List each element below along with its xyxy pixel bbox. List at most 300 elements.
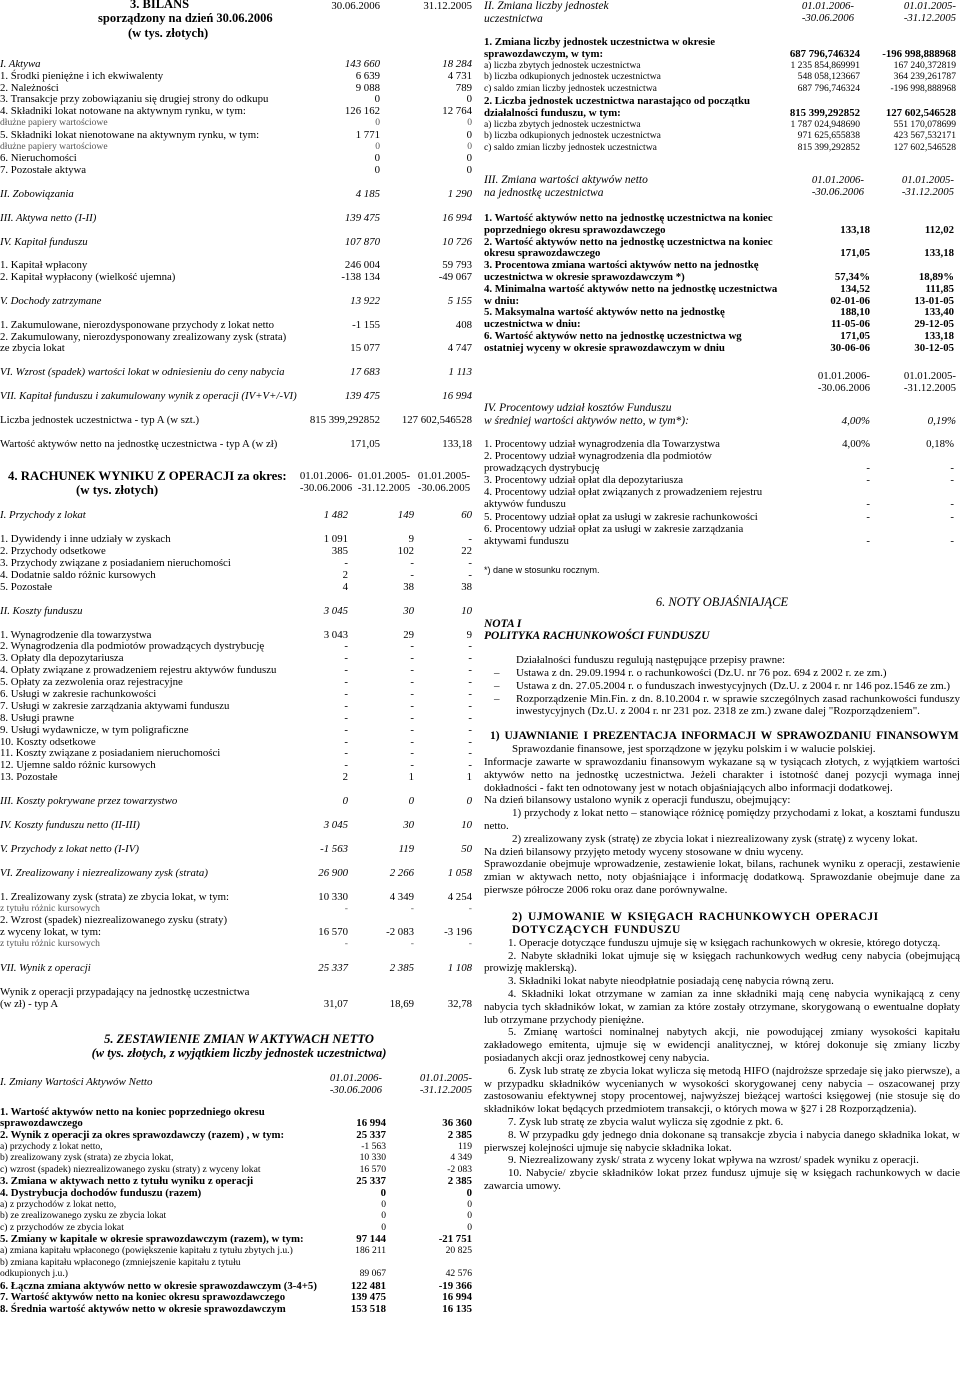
zestawienie-row-label: 4. Dystrybucja dochodów funduszu (razem) — [0, 1186, 202, 1199]
rachunek-row — [0, 819, 478, 831]
wartosc-row — [484, 342, 960, 354]
koszty-row-label: aktywów funduszu — [484, 498, 566, 511]
rachunek-row-v1: - — [344, 902, 348, 914]
bilans-col2-header: 31.12.2005 — [423, 0, 472, 12]
zestawienie-row-label: b) ze zrealizowanego zysku ze zbycia lokat — [0, 1210, 167, 1222]
bilans-row-v2: 0 — [466, 93, 472, 106]
jednostki-row — [484, 60, 960, 72]
rachunek-row — [0, 712, 478, 724]
rachunek-row-label: III. Koszty pokrywane przez towarzystwo — [0, 795, 178, 808]
koszty-row-v1: - — [866, 535, 870, 548]
rachunek-header — [0, 469, 478, 503]
rachunek-spacer — [0, 521, 478, 533]
wartosc-section-label — [484, 174, 648, 200]
jednostki-col1-a: 01.01.2006- — [801, 0, 854, 12]
rachunek-row-label: 11. Koszty związane z posiadaniem nieruchomości — [0, 747, 221, 760]
jednostki-row-v2: 423 567,532171 — [893, 130, 956, 142]
jednostki-row — [484, 95, 960, 107]
bilans-row-label: I. Aktywa — [0, 58, 41, 70]
wartosc-row — [484, 236, 960, 248]
koszty-table — [484, 438, 960, 548]
rachunek-row-v3: 1 058 — [447, 866, 472, 879]
wartosc-row — [484, 259, 960, 271]
rachunek-col2-b: -31.12.2005 — [357, 481, 411, 494]
bilans-row-v2: 1 290 — [447, 187, 472, 200]
wartosc-row-label: poprzedniego okresu sprawozdawczego — [484, 223, 666, 236]
bilans-subtitle: sporządzony na dzień 30.06.2006 — [98, 11, 273, 25]
wartosc-row-v1: 133,18 — [840, 223, 870, 236]
wartosc-row — [484, 306, 960, 318]
jednostki-row-v2: 127 602,546528 — [893, 142, 956, 154]
bilans-row-v1: 15 077 — [350, 342, 380, 355]
bilans-row-label: 1. Zakumulowane, nierozdysponowane przychody z lokat netto — [0, 318, 275, 331]
jednostki-row-v2: 364 239,261787 — [893, 71, 956, 83]
bilans-spacer — [0, 378, 478, 390]
rachunek-row — [0, 533, 478, 545]
zestawienie-row — [0, 1280, 478, 1292]
bilans-row-v1: 0 — [375, 116, 380, 128]
jednostki-row — [484, 83, 960, 95]
wartosc-row-v1: 30-06-06 — [830, 341, 870, 354]
bilans-row-label: VI. Wzrost (spadek) wartości lokat w odniesieniu do ceny nabycia — [0, 366, 285, 379]
bilans-row-v2: 59 793 — [442, 259, 472, 272]
jednostki-row-v2: -196 998,888968 — [890, 83, 956, 95]
rachunek-row — [0, 962, 478, 974]
wartosc-row-v1: 57,34% — [834, 270, 870, 283]
rachunek-row-v3: - — [468, 568, 472, 581]
rachunek-unit: (w tys. złotych) — [76, 483, 159, 498]
rachunek-row — [0, 676, 478, 688]
zestawienie-row-label: 5. Zmiany w kapitale w okresie sprawozdawczym (razem), w tym: — [0, 1233, 304, 1246]
jednostki-row-v1: 687 796,746324 — [789, 47, 860, 60]
rachunek-row — [0, 557, 478, 569]
wartosc-label-1: III. Zmiana wartości aktywów netto — [484, 173, 648, 186]
rachunek-row-v2: - — [410, 938, 414, 950]
wartosc-row-label: uczestnictwa w dniu: — [484, 318, 581, 331]
zestawienie-row-label: b) zrealizowany zysk (strata) ze zbycia lokat, — [0, 1152, 174, 1164]
zestawienie-row-v1: 10 330 — [359, 1152, 386, 1164]
rachunek-col2-header — [352, 471, 416, 494]
noty-intro: Działalności funduszu regulują następujące przepisy prawne: — [516, 654, 786, 667]
koszty-row-v2: - — [950, 461, 954, 474]
noty-paragraph: 8. W przypadku gdy jednego dnia dokonane są transakcje zbycia i nabycia danego składnika lokat, w pierwszej kolejności ujmuje się nabycie składnika lokat. — [484, 1128, 960, 1154]
rachunek-row-label: 1. Dywidendy i inne udziały w zyskach — [0, 533, 171, 546]
rachunek-row-v1: 385 — [331, 545, 348, 558]
noty-paragraph: Sprawozdanie finansowe, jest sporządzone w języku polskim i w walucie polskiej. — [512, 743, 876, 756]
zestawienie-row — [0, 1303, 478, 1315]
bilans-spacer — [0, 247, 478, 259]
rachunek-row-v2: - — [410, 723, 414, 736]
bilans-col1-header: 30.06.2006 — [331, 0, 380, 12]
rachunek-row-label: IV. Koszty funduszu netto (II-III) — [0, 819, 140, 832]
rachunek-row-label: 2. Wynagrodzenia dla podmiotów prowadzących dystrybucję — [0, 640, 265, 653]
zestawienie-row-label: 6. Łączna zmiana aktywów netto w okresie sprawozdawczym (3-4+5) — [0, 1279, 317, 1292]
rachunek-row-v2: 0 — [408, 795, 414, 808]
koszty-total-v2: 0,19% — [927, 414, 956, 427]
zestawienie-row-v2: -21 751 — [438, 1233, 472, 1246]
noty-title: 6. NOTY OBJAŚNIAJĄCE — [655, 595, 789, 610]
koszty-row-v1: - — [866, 510, 870, 523]
rachunek-row — [0, 938, 478, 950]
noty-h2: 2) UJMOWANIE W KSIĘGACH RACHUNKOWYCH OPERACJI DOTYCZĄCYCH FUNDUSZU — [512, 910, 879, 936]
rachunek-row-label: z wyceny lokat, w tym: — [0, 926, 102, 939]
rachunek-row-v3: - — [468, 699, 472, 712]
rachunek-row-v2: 4 349 — [389, 890, 414, 903]
bilans-row-v2: 16 994 — [442, 211, 472, 224]
bilans-row — [0, 236, 478, 248]
rachunek-row-label: II. Koszty funduszu — [0, 604, 83, 617]
rachunek-row — [0, 724, 478, 736]
bilans-row-label: dłużne papiery wartościowe — [0, 140, 108, 152]
wartosc-header — [484, 174, 960, 202]
bilans-row-label: 1. Kapitał wpłacony — [0, 259, 88, 272]
jednostki-row-label: sprawozdawczym, w tym: — [484, 47, 604, 60]
wartosc-row-label: okresu sprawozdawczego — [484, 247, 601, 260]
zestawienie-row — [0, 1268, 478, 1280]
wartosc-row-label: 1. Wartość aktywów netto na jednostkę uczestnictwa na koniec — [484, 211, 773, 224]
zestawienie-col1-b: -30.06.2006 — [329, 1083, 382, 1096]
bilans-row-v2: 1 113 — [448, 366, 472, 379]
jednostki-row-label: a) liczba zbytych jednostek uczestnictwa — [484, 59, 641, 71]
rachunek-row-v2: - — [410, 652, 414, 665]
bilans-row-v2: 5 155 — [447, 294, 472, 307]
wartosc-col1-b: -30.06.2006 — [811, 185, 864, 198]
rachunek-col1-a: 01.01.2006- — [299, 470, 353, 483]
jednostki-table — [484, 36, 960, 154]
zestawienie-row-v1: 89 067 — [359, 1268, 386, 1280]
koszty-footnote: *) dane w stosunku rocznym. — [484, 565, 600, 576]
jednostki-col2-b: -31.12.2005 — [903, 12, 956, 24]
rachunek-row-v3: - — [468, 664, 472, 677]
rachunek-row-v3: - — [468, 759, 472, 772]
zestawienie-row-v1: 16 994 — [356, 1117, 386, 1130]
bilans-row-v2: 0 — [466, 128, 472, 141]
rachunek-row-v2: 2 385 — [389, 962, 414, 975]
rachunek-row-v1: 16 570 — [318, 926, 348, 939]
bilans-row-label: IV. Kapitał funduszu — [0, 235, 88, 248]
bilans-row-label: II. Zobowiązania — [0, 187, 74, 200]
noty-paragraph: 1) przychody z lokat netto – stanowiące różnicę pomiędzy przychodami z lokat, a kosztami funduszu netto. — [484, 807, 960, 832]
koszty-col2-b: -31.12.2005 — [903, 381, 956, 394]
bilans-row — [0, 414, 478, 426]
bilans-row-v2: 0 — [466, 164, 472, 177]
bilans-row — [0, 259, 478, 271]
noty-paragraph: Sprawozdanie obejmuje wprowadzenie, zestawienie lokat, bilans, rachunek wyniku z operacji, zestawienie zmian w aktywach netto, noty objaśniające i informację dodatkową. Sprawozdanie obejmuje dane za pierwsze półrocze 2006 roku oraz dane porównywalne. — [484, 858, 960, 896]
rachunek-row-v2: 2 266 — [389, 866, 414, 879]
koszty-row-v2: - — [950, 474, 954, 487]
bilans-row — [0, 319, 478, 331]
zestawienie-row-label: 2. Wynik z operacji za okres sprawozdawczy (razem) , w tym: — [0, 1129, 285, 1142]
jednostki-row-label: b) liczba odkupionych jednostek uczestnictwa — [484, 71, 661, 83]
rachunek-row-v2: - — [410, 735, 414, 748]
bilans-row-label: 3. Transakcje przy zobowiązaniu się drugiej strony do odkupu — [0, 93, 269, 106]
rachunek-row-v1: - — [344, 676, 348, 689]
zestawienie-row-v1: 25 337 — [356, 1175, 386, 1188]
koszty-row-label: 3. Procentowy udział opłat dla depozytariusza — [484, 474, 684, 487]
rachunek-row-v1: 2 — [342, 568, 348, 581]
rachunek-row-v3: - — [468, 735, 472, 748]
bilans-title: 3. BILANS — [130, 0, 190, 11]
zestawienie-row-v2: 16 135 — [442, 1302, 472, 1315]
rachunek-row-label: VI. Zrealizowany i niezrealizowany zysk (strata) — [0, 866, 208, 879]
bilans-row — [0, 105, 478, 117]
zestawienie-row-v2: 42 576 — [445, 1268, 472, 1280]
wartosc-row-label: 3. Procentowa zmiana wartości aktywów netto na jednostkę — [484, 259, 759, 272]
rachunek-row-v3: 4 254 — [447, 890, 472, 903]
rachunek-row — [0, 867, 478, 879]
zestawienie-row-label: a) z przychodów z lokat netto, — [0, 1198, 117, 1210]
rachunek-row-v3: - — [468, 938, 472, 950]
zestawienie-row-label: a) przychody z lokat netto, — [0, 1140, 103, 1152]
bilans-row-label: Liczba jednostek uczestnictwa - typ A (w szt.) — [0, 413, 200, 426]
bilans-row — [0, 58, 478, 70]
rachunek-row — [0, 747, 478, 759]
bilans-row — [0, 271, 478, 283]
zestawienie-row — [0, 1291, 478, 1303]
koszty-period-header — [484, 370, 960, 398]
rachunek-spacer — [0, 617, 478, 629]
zestawienie-row-label: 7. Wartość aktywów netto na koniec okresu sprawozdawczego — [0, 1291, 286, 1304]
rachunek-col2-a: 01.01.2005- — [357, 470, 411, 483]
polityka-title: POLITYKA RACHUNKOWOŚCI FUNDUSZU — [484, 630, 710, 643]
bilans-row-v1: -1 155 — [352, 318, 380, 331]
rachunek-row-label: 5. Pozostałe — [0, 580, 53, 593]
rachunek-row-v2: - — [410, 568, 414, 581]
jednostki-row-v2: -196 998,888968 — [882, 47, 956, 60]
bilans-row-v2: -49 067 — [438, 271, 472, 284]
rachunek-row-v3: - — [468, 902, 472, 914]
koszty-row — [484, 450, 960, 462]
rachunek-row-v1: 1 482 — [323, 509, 348, 522]
bilans-row-v1: 171,05 — [350, 437, 380, 450]
wartosc-row-v2: 133,40 — [924, 306, 954, 319]
rachunek-row-v1: 3 045 — [323, 819, 348, 832]
rachunek-row-v2: 119 — [398, 842, 414, 855]
wartosc-row-v1: 02-01-06 — [830, 294, 870, 307]
rachunek-row — [0, 640, 478, 652]
wartosc-row-label: 2. Wartość aktywów netto na jednostkę uczestnictwa na koniec — [484, 235, 773, 248]
noty-paragraph: 1. Operacje dotyczące funduszu ujmuje się w księgach rachunkowych w okresie, którego dotyczą. — [508, 936, 941, 949]
rachunek-spacer — [0, 831, 478, 843]
koszty-row-v1: 4,00% — [842, 437, 870, 450]
bilans-unit: (w tys. złotych) — [128, 26, 209, 40]
rachunek-row-v1: - — [344, 759, 348, 772]
bilans-row-v2: 0 — [466, 152, 472, 165]
jednostki-row-label: 2. Liczba jednostek uczestnictwa narastająco od początku — [484, 94, 751, 107]
rachunek-row-label: VII. Wynik z operacji — [0, 962, 91, 975]
wartosc-row-v2: 112,02 — [924, 223, 954, 236]
jednostki-row-label: 1. Zmiana liczby jednostek uczestnictwa w okresie — [484, 36, 716, 48]
bilans-row-label: 4. Składniki lokat notowane na aktywnym rynku, w tym: — [0, 105, 246, 118]
rachunek-row-v3: 1 — [466, 771, 472, 784]
wartosc-row — [484, 247, 960, 259]
rachunek-row-v1: - — [344, 747, 348, 760]
rachunek-row-v3: - — [468, 533, 472, 546]
bilans-row-v1: 126 162 — [344, 105, 380, 118]
rachunek-row — [0, 771, 478, 783]
rachunek-row-v3: 32,78 — [447, 997, 472, 1010]
rachunek-row-v1: - — [344, 664, 348, 677]
koszty-row-label: 6. Procentowy udział opłat za usługi w zakresie zarządzania — [484, 522, 744, 535]
zestawienie-row-v1: -1 563 — [361, 1140, 386, 1152]
zestawienie-row-v1: 0 — [381, 1210, 386, 1222]
bilans-row-label: 2. Należności — [0, 81, 59, 94]
zestawienie-row-v1: 25 337 — [356, 1129, 386, 1142]
jednostki-row-v2: 127 602,546528 — [885, 106, 956, 119]
rachunek-row — [0, 986, 478, 998]
bilans-row-label: 2. Zakumulowany, nierozdysponowany zrealizowany zysk (strata) — [0, 330, 287, 343]
noty-paragraph: 2. Nabyte składniki lokat ujmuje się w księgach rachunkowych według ceny nabycia (obejmującą prowizję maklerską). — [484, 949, 960, 975]
rachunek-row-v1: - — [344, 652, 348, 665]
zestawienie-row — [0, 1129, 478, 1141]
rachunek-row-v3: 9 — [466, 628, 472, 641]
koszty-row — [484, 462, 960, 474]
jednostki-row — [484, 130, 960, 142]
zestawienie-header — [0, 1032, 478, 1066]
rachunek-spacer — [0, 783, 478, 795]
rachunek-row — [0, 903, 478, 915]
bilans-row-v1: 0 — [374, 152, 380, 165]
koszty-row-v2: 0,18% — [926, 437, 954, 450]
jednostki-row — [484, 107, 960, 119]
rachunek-row-v1: 10 330 — [318, 890, 348, 903]
rachunek-row — [0, 605, 478, 617]
bilans-row-v1: 13 922 — [350, 294, 380, 307]
jednostki-col2-a: 01.01.2005- — [903, 0, 956, 12]
rachunek-col3-b: -30.06.2005 — [417, 481, 471, 494]
rachunek-row-v1: - — [344, 699, 348, 712]
noty-list-item: – Ustawa z dn. 29.09.1994 r. o rachunkowości (Dz.U. nr 76 poz. 694 z 2002 r. ze zm.) — [484, 667, 960, 680]
zestawienie-row-v1: 97 144 — [356, 1233, 386, 1246]
koszty-row-label: 2. Procentowy udział wynagrodzenia dla podmiotów — [484, 449, 712, 462]
bilans-row-v1: 0 — [374, 93, 380, 106]
bilans-row-v2: 4 747 — [447, 342, 472, 355]
rachunek-row-label: I. Przychody z lokat — [0, 509, 86, 522]
rachunek-row-v1: - — [344, 688, 348, 701]
koszty-total-v1: 4,00% — [841, 414, 870, 427]
bilans-row — [0, 117, 478, 129]
jednostki-row-label: c) saldo zmian liczby jednostek uczestnictwa — [484, 142, 657, 154]
rachunek-row — [0, 795, 478, 807]
rachunek-row — [0, 545, 478, 557]
bilans-row-v1: 139 475 — [344, 389, 380, 402]
rachunek-row — [0, 700, 478, 712]
rachunek-row-label: 9. Usługi wydawnicze, w tym poligraficzne — [0, 723, 189, 736]
zestawienie-row-v2: 4 349 — [450, 1152, 472, 1164]
wartosc-row-v2: 29-12-05 — [914, 318, 954, 331]
bilans-row-label: Wartość aktywów netto na jednostkę uczestnictwa - typ A (w zł) — [0, 437, 278, 450]
bilans-header — [0, 0, 478, 58]
bilans-row-label: 5. Składniki lokat nienotowane na aktywnym rynku, w tym: — [0, 128, 260, 141]
rachunek-row — [0, 736, 478, 748]
wartosc-row-label: 5. Maksymalna wartość aktywów netto na jednostkę — [484, 306, 725, 319]
rachunek-row-v1: 2 — [342, 771, 348, 784]
rachunek-row-label: 5. Opłaty za zezwolenia oraz rejestracyjne — [0, 676, 183, 689]
rachunek-spacer — [0, 879, 478, 891]
rachunek-row-v1: 26 900 — [318, 866, 348, 879]
rachunek-row-v3: - — [468, 711, 472, 724]
bilans-row-v1: 4 185 — [355, 187, 380, 200]
wartosc-col1-a: 01.01.2006- — [811, 173, 864, 186]
bilans-row — [0, 390, 478, 402]
bilans-row — [0, 129, 478, 141]
zestawienie-row-v2: 2 385 — [447, 1175, 472, 1188]
bilans-row — [0, 438, 478, 450]
koszty-col2-header — [872, 370, 956, 394]
wartosc-row-label: uczestnictwa w okresie sprawozdawczym *) — [484, 270, 685, 283]
bilans-spacer — [0, 402, 478, 414]
rachunek-row-v1: - — [344, 938, 348, 950]
koszty-row — [484, 523, 960, 535]
zestawienie-table — [0, 1106, 478, 1315]
koszty-row-v2: - — [950, 498, 954, 511]
koszty-row — [484, 486, 960, 498]
jednostki-row — [484, 36, 960, 48]
jednostki-row-label: b) liczba odkupionych jednostek uczestnictwa — [484, 130, 661, 142]
nota-title: NOTA I — [484, 618, 522, 631]
zestawienie-section-label: I. Zmiany Wartości Aktywów Netto — [0, 1075, 153, 1088]
jednostki-row-v2: 551 170,078699 — [893, 118, 956, 130]
wartosc-row — [484, 212, 960, 224]
koszty-row — [484, 535, 960, 547]
bilans-row-v1: 0 — [374, 164, 380, 177]
bilans-row — [0, 70, 478, 82]
zestawienie-row — [0, 1106, 478, 1118]
zestawienie-row-label: 8. Średnia wartość aktywów netto w okresie sprawozdawczym — [0, 1302, 286, 1315]
bilans-row-label: 1. Środki pieniężne i ich ekwiwalenty — [0, 69, 164, 82]
noty-paragraph: 7. Zysk lub stratę ze zbycia walut wylicza się zgodnie z pkt. 6. — [508, 1115, 784, 1128]
rachunek-row-label: 3. Przychody związane z posiadaniem nieruchomości — [0, 557, 231, 569]
rachunek-row-v1: - — [344, 735, 348, 748]
bilans-row-v1: -138 134 — [341, 271, 380, 284]
wartosc-row-v2: 30-12-05 — [914, 341, 954, 354]
wartosc-row — [484, 295, 960, 307]
rachunek-row-v2: 149 — [397, 509, 414, 522]
jednostki-row-v1: 815 399,292852 — [797, 142, 860, 154]
wartosc-row-v2: 111,85 — [925, 282, 954, 295]
rachunek-row-label: 1. Wynagrodzenie dla towarzystwa — [0, 628, 152, 641]
zestawienie-unit: (w tys. złotych, z wyjątkiem liczby jednostek uczestnictwa) — [91, 1045, 387, 1060]
rachunek-row-v2: 18,69 — [389, 997, 414, 1010]
wartosc-table — [484, 212, 960, 354]
bilans-row-v2: 789 — [455, 81, 472, 94]
zestawienie-row — [0, 1257, 478, 1269]
rachunek-row — [0, 581, 478, 593]
koszty-row-label: prowadzących dystrybucję — [484, 461, 600, 474]
rachunek-row-v3: -3 196 — [444, 926, 472, 939]
zestawienie-col2-a: 01.01.2005- — [419, 1071, 472, 1084]
rachunek-row-label: 2. Przychody odsetkowe — [0, 545, 106, 558]
bilans-spacer — [0, 176, 478, 188]
bilans-row-label: 6. Nieruchomości — [0, 152, 77, 165]
wartosc-row — [484, 330, 960, 342]
zestawienie-row-v2: 20 825 — [445, 1244, 472, 1256]
bilans-row — [0, 212, 478, 224]
rachunek-col3-a: 01.01.2005- — [417, 470, 471, 483]
rachunek-row-v2: 29 — [403, 628, 414, 641]
bilans-row-v1: 6 639 — [355, 69, 380, 82]
bilans-row-v2: 133,18 — [442, 437, 472, 450]
bilans-row-v1: 139 475 — [344, 211, 380, 224]
koszty-row-v1: - — [866, 474, 870, 487]
zestawienie-row-v2: 0 — [467, 1198, 472, 1210]
rachunek-row-v1: - — [344, 640, 348, 653]
rachunek-row-v2: - — [410, 664, 414, 677]
koszty-col1-a: 01.01.2006- — [817, 369, 870, 382]
zestawienie-row — [0, 1175, 478, 1187]
rachunek-row-v1: - — [344, 723, 348, 736]
zestawienie-col1-a: 01.01.2006- — [329, 1071, 382, 1084]
